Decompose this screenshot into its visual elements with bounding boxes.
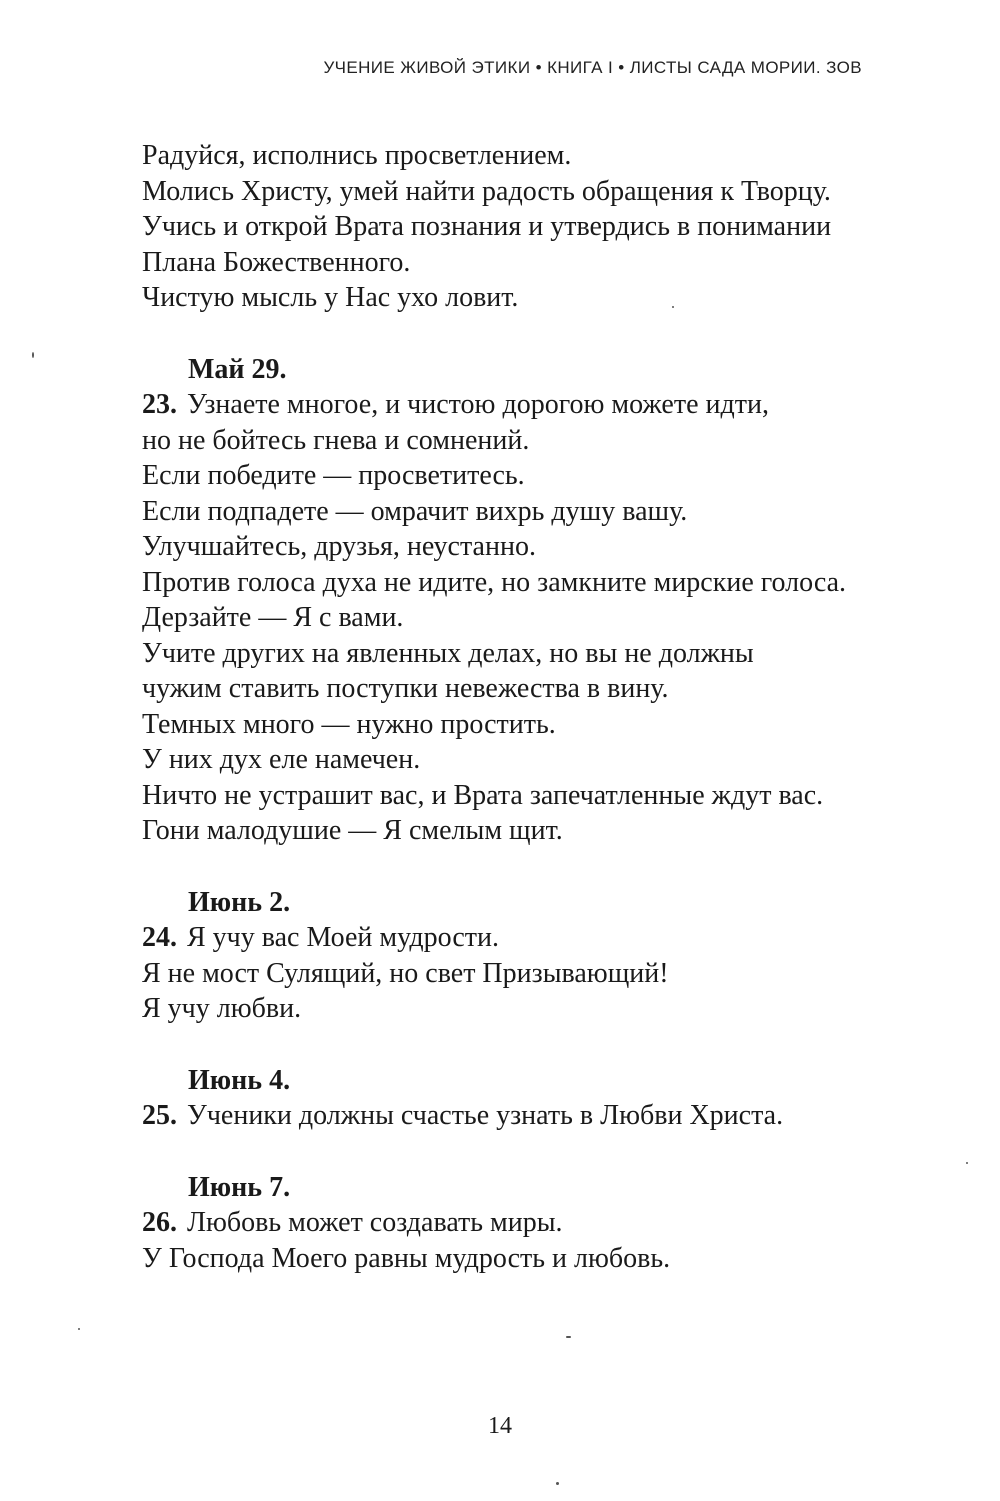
entry-number: 24. [142, 922, 177, 953]
text-line: У Господа Моего равны мудрость и любовь. [142, 1242, 671, 1274]
scan-speck [566, 1336, 571, 1338]
text-line: Я не мост Сулящий, но свет Призывающий! [142, 957, 669, 989]
text-line: Темных много — нужно простить. [142, 708, 556, 740]
entry-number: 26. [142, 1207, 177, 1238]
scan-speck [556, 1482, 559, 1485]
text-line [142, 1205, 962, 1241]
entry-date: Июнь 4. [188, 1064, 291, 1096]
text-line: но не бойтесь гнева и сомнений. [142, 424, 530, 456]
text-line: Молись Христу, умей найти радость обращения к Творцу. [142, 175, 831, 207]
text-line [142, 387, 962, 423]
page-number: 14 [488, 1413, 512, 1439]
text-fragment: Узнаете многое, и чистою дорогою можете идти, [187, 389, 769, 420]
text-line: Улучшайтесь, друзья, неустанно. [142, 531, 536, 562]
running-header: УЧЕНИЕ ЖИВОЙ ЭТИКИ • КНИГА I • ЛИСТЫ САДА МОРИИ. ЗОВ [323, 58, 862, 77]
entry-26 [142, 1170, 962, 1277]
text-line: Учись и открой Врата познания и утвердись в понимании [142, 211, 832, 242]
entry-number: 25. [142, 1100, 177, 1131]
entry-24 [142, 885, 962, 1027]
entry-23 [142, 352, 962, 849]
text-fragment: Ученики должны счастье узнать в Любви Христа. [187, 1100, 784, 1131]
scan-speck [78, 1328, 80, 1330]
text-fragment: Любовь может создавать миры. [187, 1207, 563, 1238]
entry-date: Май 29. [188, 353, 287, 385]
text-fragment: Я учу вас Моей мудрости. [187, 922, 499, 953]
text-line: Чистую мысль у Нас ухо ловит. [142, 282, 519, 313]
text-line: Дерзайте — Я с вами. [142, 602, 404, 633]
intro-paragraph [142, 138, 962, 316]
entry-number: 23. [142, 389, 177, 420]
text-line: Радуйся, исполнись просветлением. [142, 140, 572, 171]
page-body [142, 138, 962, 1276]
text-line [142, 1098, 962, 1134]
text-line: Против голоса духа не идите, но замкните мирские голоса. [142, 566, 847, 598]
text-line [142, 920, 962, 956]
entry-date: Июнь 7. [188, 1171, 291, 1203]
scan-speck [32, 352, 34, 358]
text-line: Я учу любви. [142, 993, 302, 1024]
text-line: чужим ставить поступки невежества в вину. [142, 673, 669, 704]
entry-date: Июнь 2. [188, 886, 291, 918]
text-line: Если подпадете — омрачит вихрь душу вашу. [142, 495, 688, 527]
text-line: Если победите — просветитесь. [142, 460, 525, 491]
text-line: Ничто не устрашит вас, и Врата запечатленные ждут вас. [142, 779, 824, 811]
text-line: У них дух еле намечен. [142, 744, 421, 775]
scan-speck [672, 306, 674, 308]
scan-speck [966, 1162, 968, 1164]
entry-25 [142, 1063, 962, 1134]
text-line: Плана Божественного. [142, 246, 411, 278]
text-line: Учите других на явленных делах, но вы не должны [142, 637, 754, 669]
text-line: Гони малодушие — Я смелым щит. [142, 815, 563, 846]
